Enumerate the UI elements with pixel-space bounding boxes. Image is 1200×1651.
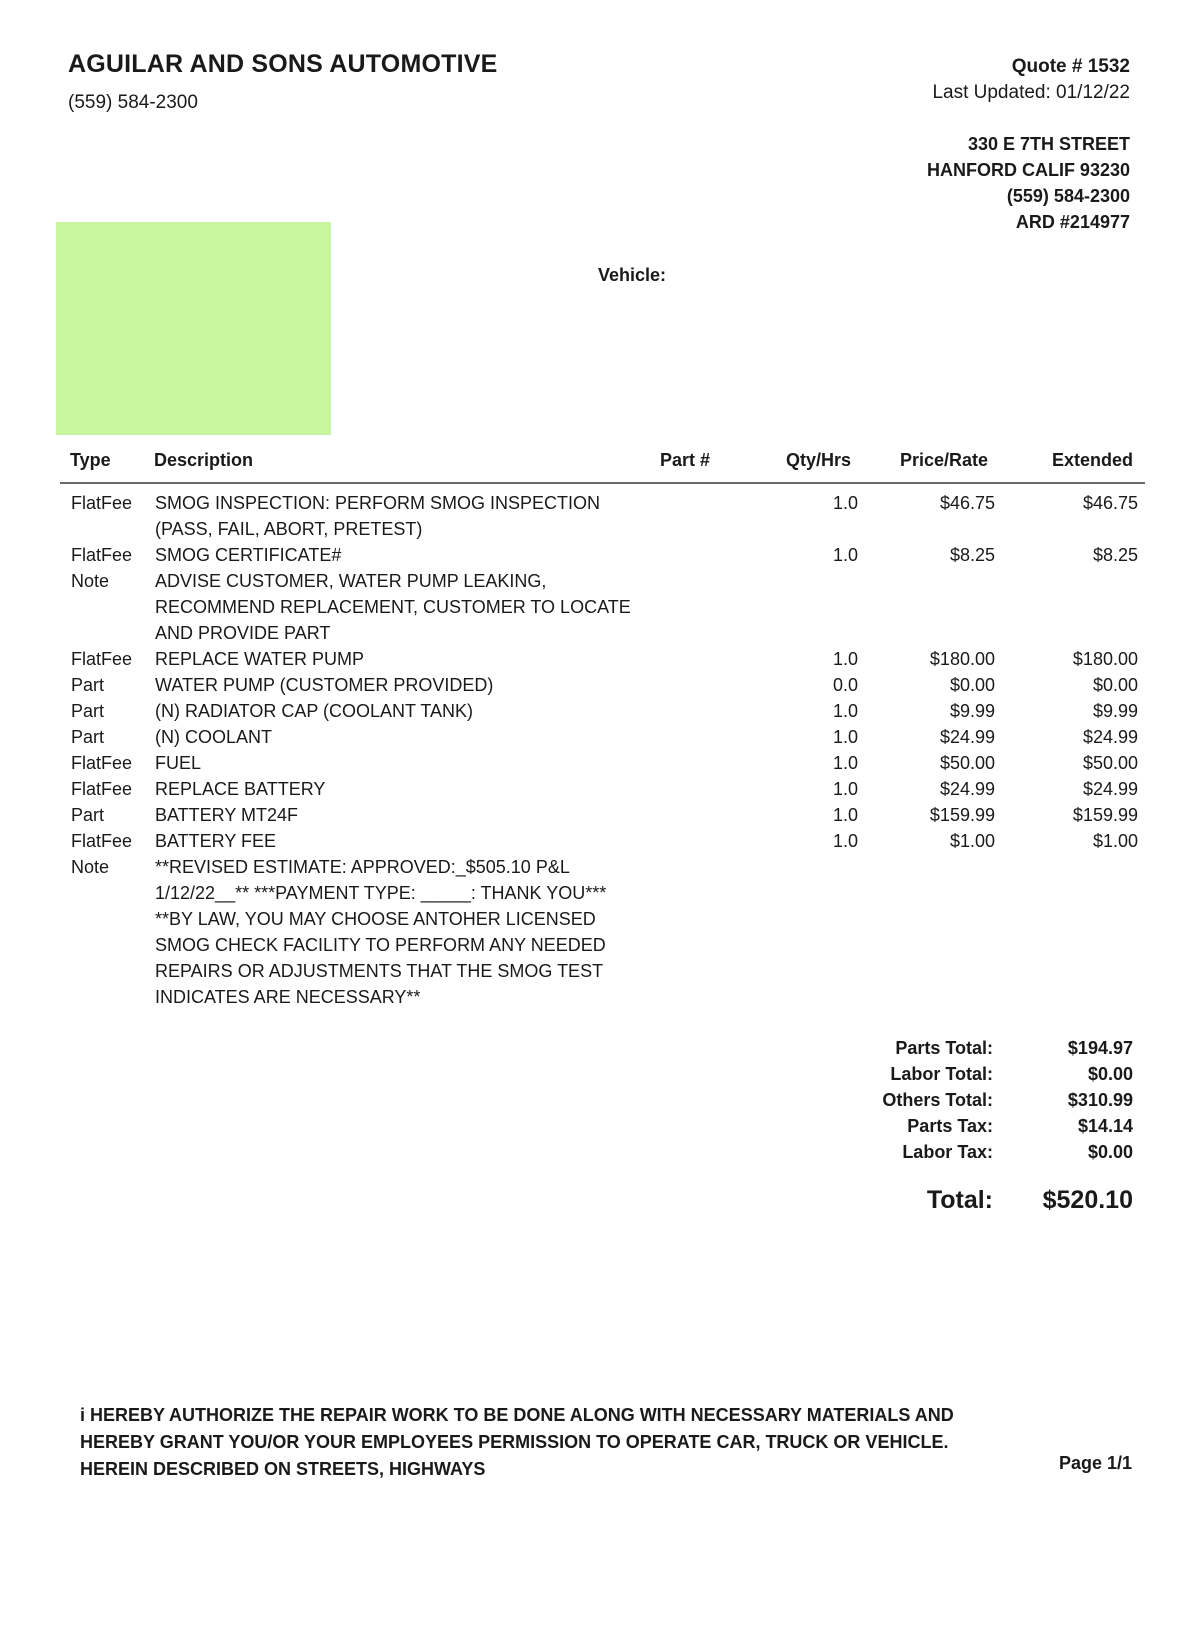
grand-total <box>793 1186 1133 1215</box>
totals-block <box>793 1035 1133 1165</box>
address-line1: 330 E 7TH STREET <box>967 134 1130 154</box>
table-row <box>0 750 1200 776</box>
extended-cell: $24.99 <box>1082 727 1138 747</box>
table-row <box>0 906 1200 932</box>
qty-cell: 1.0 <box>832 727 858 747</box>
extended-cell: $0.00 <box>1092 675 1138 695</box>
column-header-price: Price/Rate <box>900 450 989 470</box>
type-cell: FlatFee <box>71 649 133 669</box>
description-cell: FUEL <box>155 753 202 773</box>
last-updated: Last Updated: 01/12/22 <box>932 82 1130 103</box>
description-cell: BATTERY MT24F <box>155 805 299 825</box>
description-cell: SMOG CERTIFICATE# <box>155 545 342 565</box>
table-row <box>0 880 1200 906</box>
extended-cell: $46.75 <box>1082 493 1138 513</box>
total-value: $310.99 <box>1067 1090 1133 1110</box>
total-value: $14.14 <box>1077 1116 1133 1136</box>
header-divider <box>60 482 1145 484</box>
total-row <box>793 1087 1133 1113</box>
qty-cell: 1.0 <box>832 779 858 799</box>
total-label: Parts Tax: <box>907 1116 993 1136</box>
line-items <box>0 490 1200 1010</box>
price-cell: $46.75 <box>939 493 995 513</box>
description-cell: REPAIRS OR ADJUSTMENTS THAT THE SMOG TEST <box>155 961 604 981</box>
type-cell: Part <box>71 675 105 695</box>
description-cell: REPLACE WATER PUMP <box>155 649 365 669</box>
authorization-line: HEREBY GRANT YOU/OR YOUR EMPLOYEES PERMISSION TO OPERATE CAR, TRUCK OR VEHICLE. <box>80 1432 949 1452</box>
qty-cell: 1.0 <box>832 545 858 565</box>
vehicle-label: Vehicle: <box>598 265 667 285</box>
description-cell: **BY LAW, YOU MAY CHOOSE ANTOHER LICENSED <box>155 909 596 929</box>
qty-cell: 0.0 <box>832 675 858 695</box>
company-phone: (559) 584-2300 <box>68 92 198 113</box>
type-cell: Note <box>71 571 110 591</box>
table-row <box>0 802 1200 828</box>
extended-cell: $180.00 <box>1072 649 1138 669</box>
quote-number: Quote # 1532 <box>1011 56 1130 77</box>
table-row <box>0 932 1200 958</box>
type-cell: Note <box>71 857 110 877</box>
table-row <box>0 724 1200 750</box>
address-line2: HANFORD CALIF 93230 <box>926 160 1130 180</box>
type-cell: Part <box>71 701 105 721</box>
total-row <box>793 1035 1133 1061</box>
qty-cell: 1.0 <box>832 649 858 669</box>
price-cell: $24.99 <box>939 727 995 747</box>
total-row <box>793 1113 1133 1139</box>
table-row <box>0 854 1200 880</box>
total-value: $194.97 <box>1067 1038 1133 1058</box>
description-cell: REPLACE BATTERY <box>155 779 326 799</box>
qty-cell: 1.0 <box>832 493 858 513</box>
quote-info <box>932 54 1130 106</box>
total-label: Labor Total: <box>890 1064 993 1084</box>
column-header-extended: Extended <box>1052 450 1134 470</box>
column-header-description: Description <box>154 450 254 470</box>
table-row <box>0 594 1200 620</box>
type-cell: FlatFee <box>71 753 133 773</box>
address-phone: (559) 584-2300 <box>1006 186 1130 206</box>
grand-total-value: $520.10 <box>1042 1186 1133 1214</box>
qty-cell: 1.0 <box>832 753 858 773</box>
type-cell: FlatFee <box>71 779 133 799</box>
table-row <box>0 646 1200 672</box>
description-cell: (N) RADIATOR CAP (COOLANT TANK) <box>155 701 474 721</box>
table-row <box>0 542 1200 568</box>
extended-cell: $8.25 <box>1092 545 1138 565</box>
price-cell: $24.99 <box>939 779 995 799</box>
extended-cell: $9.99 <box>1092 701 1138 721</box>
total-row <box>793 1139 1133 1165</box>
price-cell: $159.99 <box>929 805 995 825</box>
description-cell: **REVISED ESTIMATE: APPROVED:_$505.10 P&L <box>155 857 570 877</box>
total-label: Others Total: <box>882 1090 993 1110</box>
redaction-sticker <box>56 222 331 435</box>
total-value: $0.00 <box>1087 1064 1133 1084</box>
table-row <box>0 958 1200 984</box>
type-cell: FlatFee <box>71 493 133 513</box>
price-cell: $8.25 <box>949 545 995 565</box>
total-row <box>793 1061 1133 1087</box>
description-cell: SMOG INSPECTION: PERFORM SMOG INSPECTION <box>155 493 601 513</box>
description-cell: AND PROVIDE PART <box>155 623 331 643</box>
description-cell: WATER PUMP (CUSTOMER PROVIDED) <box>155 675 494 695</box>
ard-number: ARD #214977 <box>1015 212 1130 232</box>
price-cell: $180.00 <box>929 649 995 669</box>
total-label: Labor Tax: <box>902 1142 993 1162</box>
description-cell: INDICATES ARE NECESSARY** <box>155 987 421 1007</box>
description-cell: RECOMMEND REPLACEMENT, CUSTOMER TO LOCATE <box>155 597 631 617</box>
authorization-line: i HEREBY AUTHORIZE THE REPAIR WORK TO BE DONE ALONG WITH NECESSARY MATERIALS AND <box>80 1405 954 1425</box>
column-header-type: Type <box>70 450 111 470</box>
qty-cell: 1.0 <box>832 701 858 721</box>
table-row <box>0 568 1200 594</box>
column-header-part: Part # <box>660 450 711 470</box>
qty-cell: 1.0 <box>832 805 858 825</box>
price-cell: $1.00 <box>949 831 995 851</box>
description-cell: 1/12/22__** ***PAYMENT TYPE: _____: THANK YOU*** <box>155 883 607 903</box>
type-cell: FlatFee <box>71 545 133 565</box>
table-row <box>0 516 1200 542</box>
type-cell: Part <box>71 805 105 825</box>
shop-address <box>927 131 1130 235</box>
table-row <box>0 828 1200 854</box>
extended-cell: $159.99 <box>1072 805 1138 825</box>
description-cell: (PASS, FAIL, ABORT, PRETEST) <box>155 519 423 539</box>
extended-cell: $50.00 <box>1082 753 1138 773</box>
table-row <box>0 490 1200 516</box>
total-value: $0.00 <box>1087 1142 1133 1162</box>
total-label: Parts Total: <box>895 1038 993 1058</box>
table-row <box>0 776 1200 802</box>
type-cell: FlatFee <box>71 831 133 851</box>
description-cell: (N) COOLANT <box>155 727 272 747</box>
table-row <box>0 698 1200 724</box>
authorization-statement <box>80 1402 980 1483</box>
description-cell: BATTERY FEE <box>155 831 277 851</box>
price-cell: $0.00 <box>949 675 995 695</box>
qty-cell: 1.0 <box>832 831 858 851</box>
extended-cell: $24.99 <box>1082 779 1138 799</box>
grand-total-label: Total: <box>926 1186 993 1214</box>
column-header-qty: Qty/Hrs <box>786 450 852 470</box>
price-cell: $50.00 <box>939 753 995 773</box>
extended-cell: $1.00 <box>1092 831 1138 851</box>
description-cell: ADVISE CUSTOMER, WATER PUMP LEAKING, <box>155 571 547 591</box>
table-row <box>0 620 1200 646</box>
table-row <box>0 672 1200 698</box>
page-number: Page 1/1 <box>1058 1453 1132 1473</box>
table-row <box>0 984 1200 1010</box>
price-cell: $9.99 <box>949 701 995 721</box>
authorization-line: HEREIN DESCRIBED ON STREETS, HIGHWAYS <box>80 1459 486 1479</box>
description-cell: SMOG CHECK FACILITY TO PERFORM ANY NEEDED <box>155 935 606 955</box>
type-cell: Part <box>71 727 105 747</box>
company-name: AGUILAR AND SONS AUTOMOTIVE <box>68 50 498 78</box>
